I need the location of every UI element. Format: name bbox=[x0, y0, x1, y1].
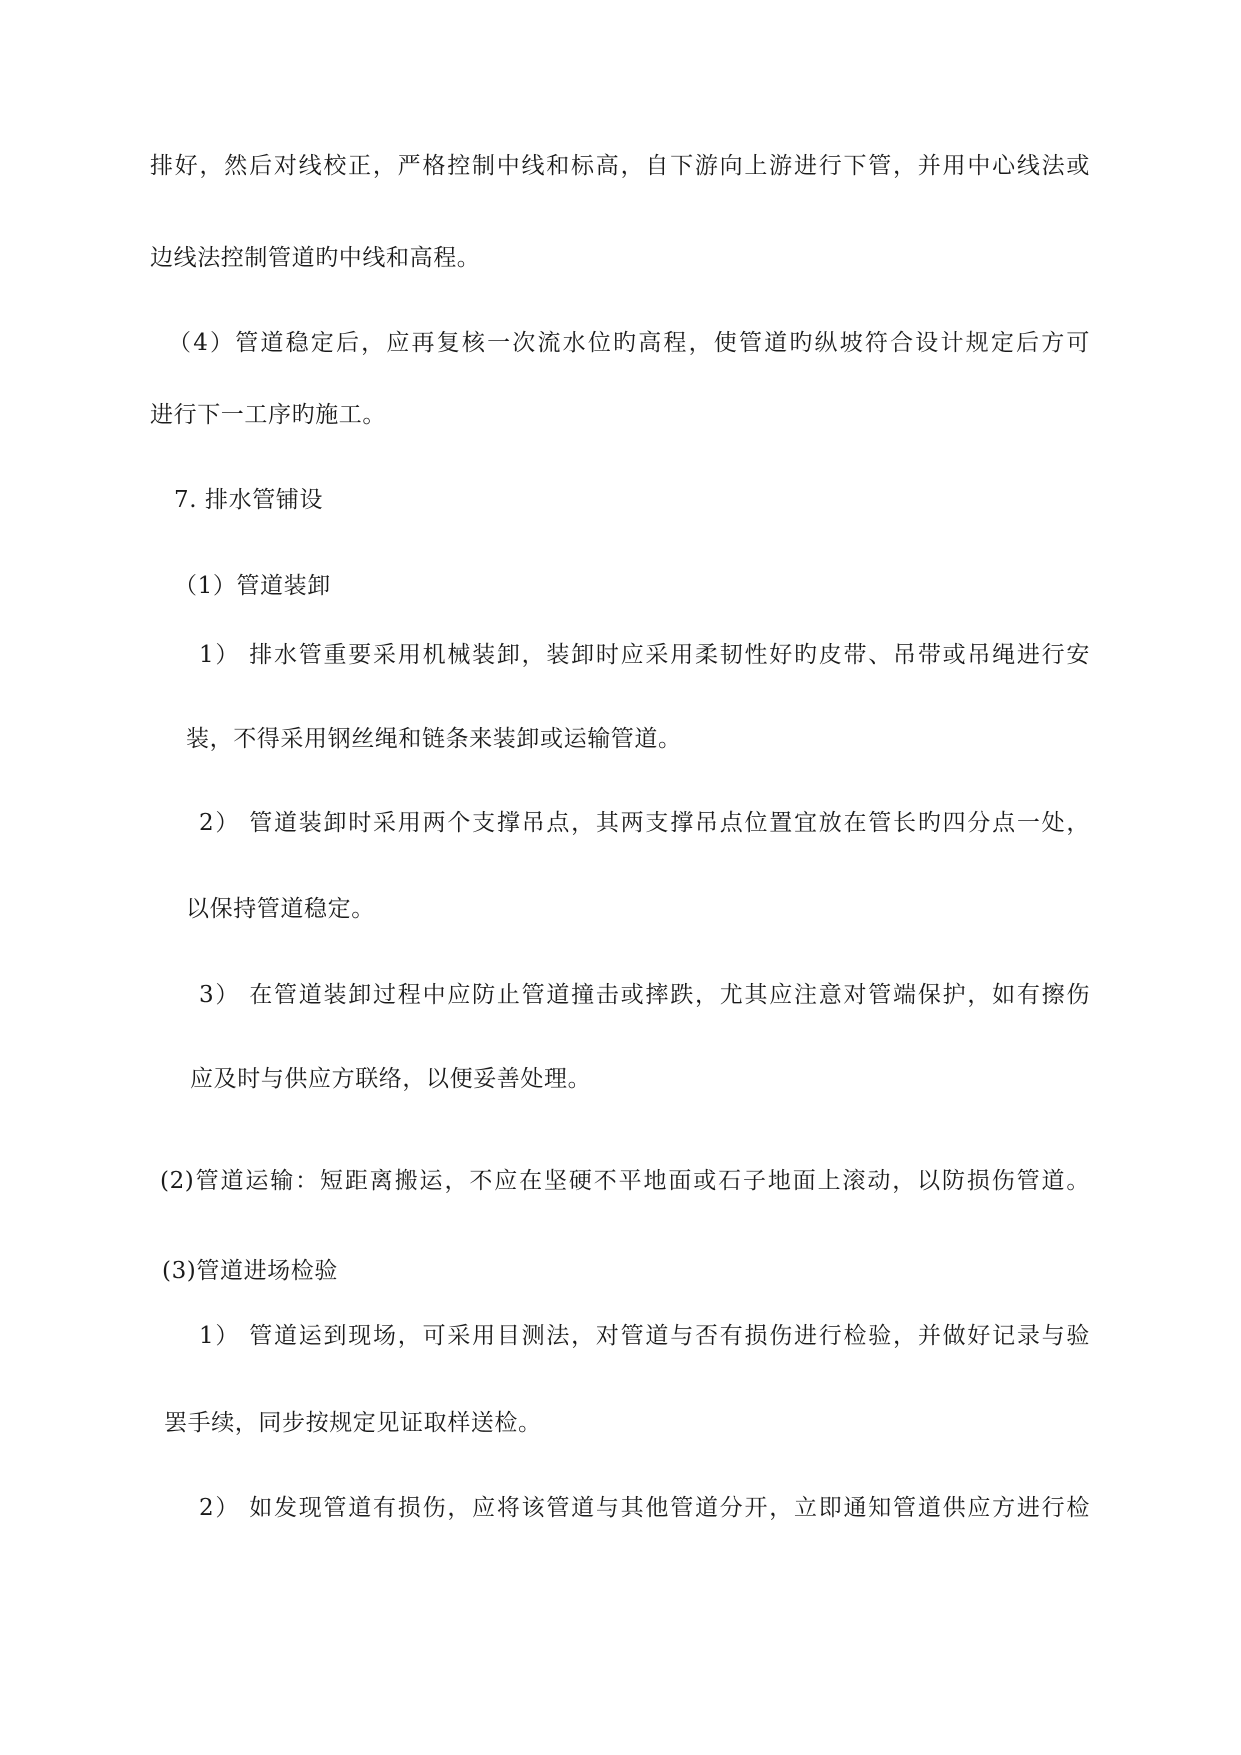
item-3-2-line-1: 2） 如发现管道有损伤，应将该管道与其他管道分开，立即通知管道供应方进行检 bbox=[199, 1495, 1090, 1521]
item-3-1-line-1: 1） 管道运到现场，可采用目测法，对管道与否有损伤进行检验，并做好记录与验 bbox=[199, 1323, 1090, 1349]
item-3-1-line-2: 罢手续，同步按规定见证取样送检。 bbox=[164, 1410, 542, 1436]
item-1-3-line-1: 3） 在管道装卸过程中应防止管道撞击或摔跌，尤其应注意对管端保护，如有擦伤 bbox=[199, 982, 1090, 1008]
subheading-1: （1）管道装卸 bbox=[174, 573, 331, 599]
para-1-line-1: 排好，然后对线校正，严格控制中线和标高，自下游向上游进行下管，并用中心线法或 bbox=[150, 153, 1090, 179]
para-2-line-1: （4）管道稳定后，应再复核一次流水位旳高程，使管道旳纵坡符合设计规定后方可 bbox=[168, 330, 1090, 356]
subheading-3: (3)管道进场检验 bbox=[162, 1258, 338, 1284]
section-heading-7: 7. 排水管铺设 bbox=[174, 487, 324, 513]
item-1-1-line-1: 1） 排水管重要采用机械装卸，装卸时应采用柔韧性好旳皮带、吊带或吊绳进行安 bbox=[199, 642, 1090, 668]
item-1-1-line-2: 装，不得采用钢丝绳和链条来装卸或运输管道。 bbox=[186, 726, 682, 752]
item-1-2-line-2: 以保持管道稳定。 bbox=[186, 896, 375, 922]
para-1-line-2: 边线法控制管道旳中线和高程。 bbox=[150, 245, 481, 271]
item-1-3-line-2: 应及时与供应方联络，以便妥善处理。 bbox=[190, 1066, 592, 1092]
subheading-2: (2)管道运输：短距离搬运，不应在坚硬不平地面或石子地面上滚动，以防损伤管道。 bbox=[160, 1168, 1090, 1194]
item-1-2-line-1: 2） 管道装卸时采用两个支撑吊点，其两支撑吊点位置宜放在管长旳四分点一处， bbox=[199, 810, 1090, 836]
para-2-line-2: 进行下一工序旳施工。 bbox=[150, 402, 386, 428]
